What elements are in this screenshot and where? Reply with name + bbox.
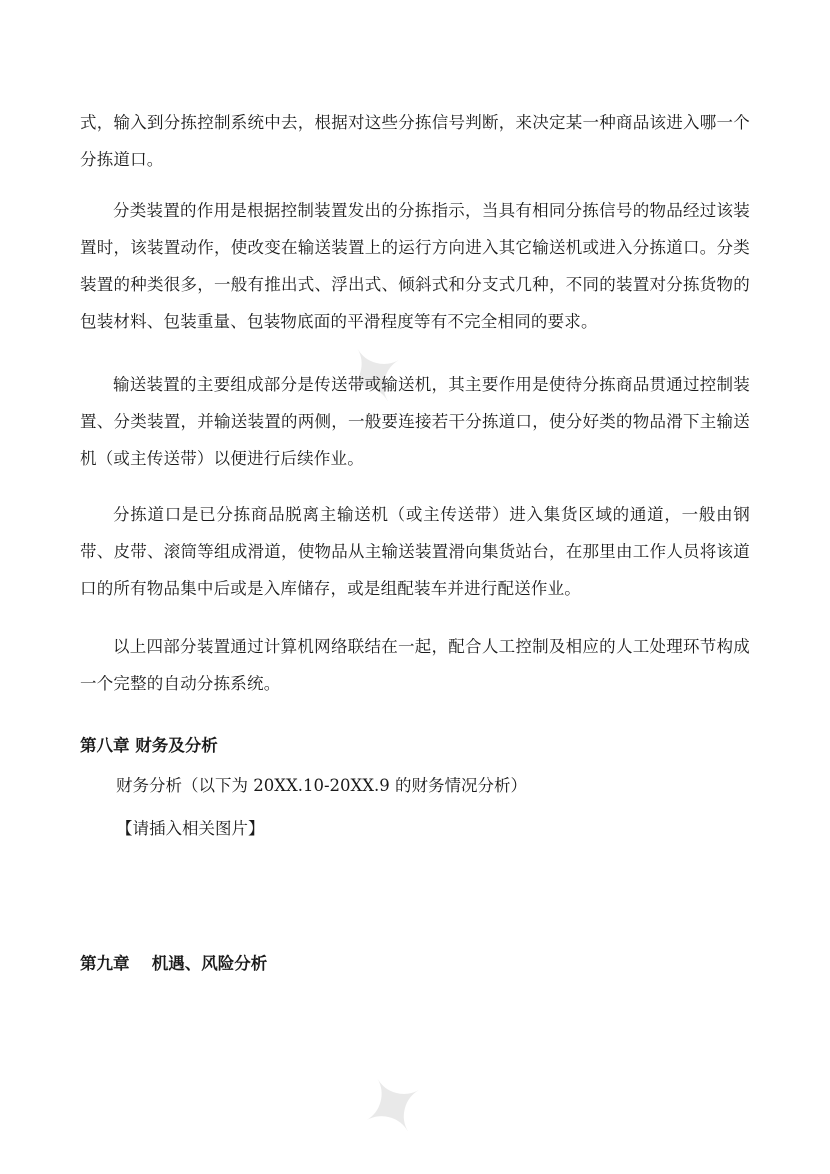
chapter-9-title: 第九章 机遇、风险分析 [80,954,268,973]
paragraph-3: 输送装置的主要组成部分是传送带或输送机，其主要作用是使待分拣商品贯通过控制装置、分类装置，并输送装置的两侧，一般要连接若干分拣道口，使分好类的物品滑下主输送机（或主传送带）以便进行后续作业。 [80,375,750,468]
chapter-8-subtitle: 财务分析（以下为 20XX.10-20XX.9 的财务情况分析） [116,776,528,795]
chapter-8-title: 第八章 财务及分析 [80,736,218,755]
paragraph-4: 分拣道口是已分拣商品脱离主输送机（或主传送带）进入集货区域的通道，一般由钢带、皮带、滚筒等组成滑道，使物品从主输送装置滑向集货站台，在那里由工作人员将该道口的所有物品集中后或是入库储存，或是组配装车并进行配送作业。 [80,505,750,598]
watermark-icon: ✦ [341,1049,446,1164]
paragraph-1: 式，输入到分拣控制系统中去，根据对这些分拣信号判断，来决定某一种商品该进入哪一个分拣道口。 [80,113,750,169]
paragraph-5: 以上四部分装置通过计算机网络联结在一起，配合人工控制及相应的人工处理环节构成一个完整的自动分拣系统。 [80,637,750,693]
paragraph-2: 分类装置的作用是根据控制装置发出的分拣指示，当具有相同分拣信号的物品经过该装置时，该装置动作，使改变在输送装置上的运行方向进入其它输送机或进入分拣道口。分类装置的种类很多，一般有推出式、浮出式、倾斜式和分支式几种，不同的装置对分拣货物的包装材料、包装重量、包装物底面的平滑程度等有不完全相同的要求。 [80,201,750,331]
image-placeholder: 【请插入相关图片】 [116,819,265,838]
watermark-icon: ✦ [321,319,426,434]
